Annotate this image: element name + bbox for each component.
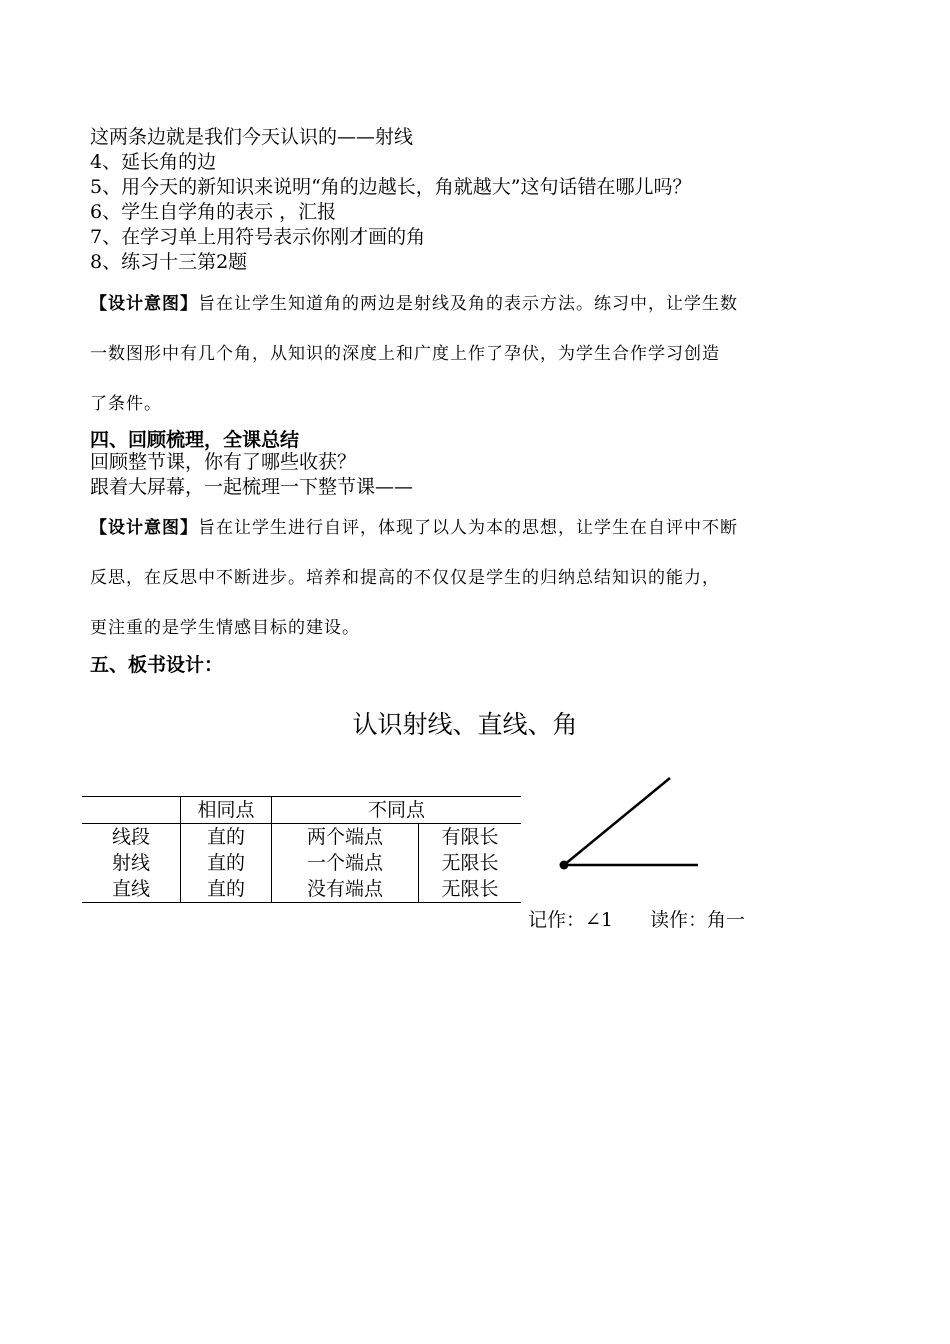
- table-row: [82, 824, 521, 851]
- table-header-cell: [82, 797, 181, 824]
- text-line-2: 4、延长角的边: [90, 151, 217, 173]
- design-note-2-line-2: 反思，在反思中不断进步。培养和提高的不仅仅是学生的归纳总结知识的能力，: [90, 568, 720, 588]
- angle-vertex: [560, 861, 569, 870]
- table-cell: 直的: [181, 824, 272, 851]
- table-cell: 直的: [181, 876, 272, 903]
- notation-write: 记作：∠1: [528, 909, 614, 931]
- text-line-4: 6、学生自学角的表示 ，汇报: [90, 201, 337, 223]
- design-note-1-line-1: 【设计意图】旨在让学生知道角的两边是射线及角的表示方法。练习中，让学生数: [90, 294, 738, 314]
- design-note-label: 【设计意图】: [90, 518, 198, 538]
- table-header-cell: 不同点: [272, 797, 522, 824]
- notation-read: 读作：角一: [650, 909, 746, 931]
- table-cell: 两个端点: [272, 824, 419, 851]
- table-cell: 一个端点: [272, 850, 419, 876]
- comparison-table: [82, 796, 521, 903]
- table-header-row: [82, 797, 521, 824]
- table-cell: 直线: [82, 876, 181, 903]
- section-5-heading: 五、板书设计：: [90, 654, 224, 676]
- table-cell: 无限长: [419, 876, 522, 903]
- design-note-2-line-1: 【设计意图】旨在让学生进行自评，体现了以人为本的思想，让学生在自评中不断: [90, 518, 738, 538]
- design-note-1-line-3: 了条件。: [90, 394, 162, 414]
- design-note-1-line-2: 一数图形中有几个角，从知识的深度上和广度上作了孕伏，为学生合作学习创造: [90, 344, 720, 364]
- design-note-label: 【设计意图】: [90, 294, 198, 314]
- section-4-line-1: 回顾整节课，你有了哪些收获？: [90, 451, 357, 473]
- text-line-3: 5、用今天的新知识来说明“角的边越长，角就越大”这句话错在哪儿吗？: [90, 176, 692, 198]
- text-line-1: 这两条边就是我们今天认识的——射线: [90, 126, 414, 148]
- angle-diagram: [550, 770, 710, 880]
- board-title: 认识射线、直线、角: [352, 710, 578, 739]
- table-row: [82, 850, 521, 876]
- section-4-line-2: 跟着大屏幕，一起梳理一下整节课——: [90, 476, 414, 498]
- table-cell: 无限长: [419, 850, 522, 876]
- table-header-cell: 相同点: [181, 797, 272, 824]
- table-cell: 直的: [181, 850, 272, 876]
- text-line-6: 8、练习十三第2题: [90, 251, 248, 273]
- text-line-5: 7、在学习单上用符号表示你刚才画的角: [90, 226, 426, 248]
- section-4-heading: 四、回顾梳理，全课总结: [90, 429, 300, 451]
- design-note-2-line-3: 更注重的是学生情感目标的建设。: [90, 618, 360, 638]
- table-row: [82, 876, 521, 903]
- table-cell: 线段: [82, 824, 181, 851]
- table-cell: 有限长: [419, 824, 522, 851]
- angle-side-upper: [564, 778, 670, 865]
- table-cell: 射线: [111, 852, 150, 874]
- table-cell: 没有端点: [272, 876, 419, 903]
